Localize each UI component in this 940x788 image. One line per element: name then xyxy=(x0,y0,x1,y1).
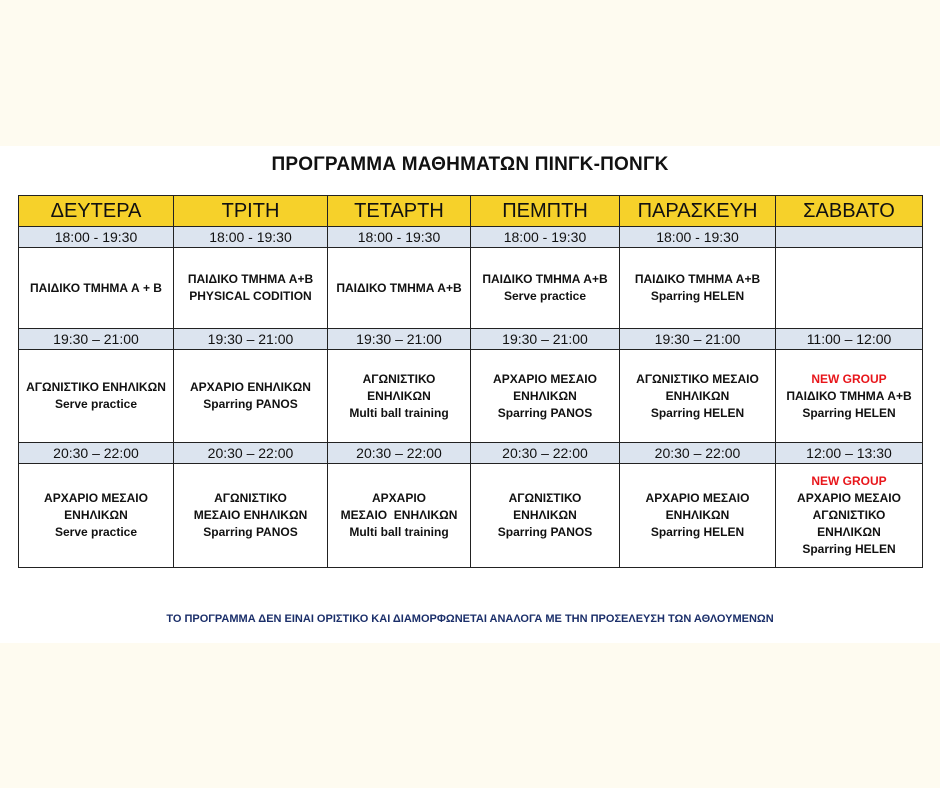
class-line: ΑΓΩΝΙΣΤΙΚΟ ΜΕΣΑΙΟ xyxy=(636,371,759,386)
schedule-table xyxy=(18,195,923,568)
class-line: ΠΑΙΔΙΚΟ ΤΜΗΜΑ Α+Β xyxy=(786,388,912,403)
class-line: ΕΝΗΛΙΚΩΝ xyxy=(513,508,577,522)
time-cell: 11:00 – 12:00 xyxy=(776,329,923,350)
time-cell: 20:30 – 22:00 xyxy=(19,443,174,464)
time-cell: 19:30 – 21:00 xyxy=(471,329,620,350)
class-line: ΠΑΙΔΙΚΟ ΤΜΗΜΑ Α+Β xyxy=(634,272,761,286)
class-line: Serve practice xyxy=(54,525,138,539)
class-row xyxy=(19,248,923,329)
time-cell: 18:00 - 19:30 xyxy=(328,227,471,248)
new-group-label: NEW GROUP xyxy=(811,371,887,386)
class-line: Sparring HELEN xyxy=(802,542,896,556)
class-line: Sparring PANOS xyxy=(203,525,298,539)
page-title: ΠΡΟΓΡΑΜΜΑ ΜΑΘΗΜΑΤΩΝ ΠΙΝΓΚ-ΠΟΝΓΚ xyxy=(271,154,669,175)
class-line: ΠΑΙΔΙΚΟ ΤΜΗΜΑ Α + Β xyxy=(30,280,162,295)
class-line: ΑΓΩΝΙΣΤΙΚΟ ΕΝΗΛΙΚΩΝ xyxy=(26,380,166,394)
class-line: ΕΝΗΛΙΚΩΝ xyxy=(665,508,730,522)
time-row xyxy=(19,227,923,248)
class-line: Sparring HELEN xyxy=(650,405,745,420)
disclaimer-note: ΤΟ ΠΡΟΓΡΑΜΜΑ ΔΕΝ ΕΙΝΑΙ ΟΡΙΣΤΙΚΟ ΚΑΙ ΔΙΑΜΟΡΦΩΝΕΤΑΙ ΑΝΑΛΟΓΑ ΜΕ ΤΗΝ ΠΡΟΣΕΛΕΥΣΗ ΤΩΝ ΑΘΛΟΥΜΕΝΩΝ xyxy=(166,613,774,625)
class-line: ΑΡΧΑΡΙΟ ΜΕΣΑΙΟ xyxy=(797,491,901,505)
class-line: ΕΝΗΛΙΚΩΝ xyxy=(513,388,577,403)
class-row xyxy=(19,464,923,568)
class-cell xyxy=(328,464,471,568)
time-cell: 12:00 – 13:30 xyxy=(776,443,923,464)
class-line: ΑΓΩΝΙΣΤΙΚΟ ΕΝΗΛΙΚΩΝ xyxy=(812,508,886,539)
class-cell xyxy=(471,350,620,443)
class-cell xyxy=(174,350,328,443)
class-cell xyxy=(19,248,174,329)
class-line: Sparring HELEN xyxy=(650,289,745,303)
time-cell: 20:30 – 22:00 xyxy=(328,443,471,464)
class-line: ΜΕΣΑΙΟ ΕΝΗΛΙΚΩΝ xyxy=(340,508,458,522)
class-line: PHYSICAL CODITION xyxy=(189,289,312,303)
class-cell xyxy=(620,350,776,443)
time-cell: 18:00 - 19:30 xyxy=(620,227,776,248)
time-cell: 20:30 – 22:00 xyxy=(471,443,620,464)
day-thursday: ΠΕΜΠΤΗ xyxy=(471,196,620,227)
class-cell xyxy=(620,248,776,329)
time-cell: 19:30 – 21:00 xyxy=(620,329,776,350)
class-line: Sparring PANOS xyxy=(497,405,593,420)
day-friday: ΠΑΡΑΣΚΕΥΗ xyxy=(620,196,776,227)
time-cell: 19:30 – 21:00 xyxy=(328,329,471,350)
class-line: ΠΑΙΔΙΚΟ ΤΜΗΜΑ Α+Β xyxy=(482,272,608,286)
day-header-row xyxy=(19,196,923,227)
class-cell xyxy=(471,464,620,568)
day-wednesday: ΤΕΤΑΡΤΗ xyxy=(328,196,471,227)
class-cell-empty xyxy=(776,248,923,329)
day-monday: ΔΕΥΤΕΡΑ xyxy=(19,196,174,227)
class-line: Sparring PANOS xyxy=(497,525,593,539)
time-cell: 18:00 - 19:30 xyxy=(19,227,174,248)
new-group-label: NEW GROUP xyxy=(811,474,887,488)
class-cell xyxy=(328,248,471,329)
class-line: Sparring PANOS xyxy=(203,397,298,411)
class-line: ΑΓΩΝΙΣΤΙΚΟ xyxy=(508,491,582,505)
time-row xyxy=(19,443,923,464)
class-line: ΠΑΙΔΙΚΟ ΤΜΗΜΑ Α+Β xyxy=(336,280,462,295)
class-line: Sparring HELEN xyxy=(650,525,745,539)
class-line: ΑΡΧΑΡΙΟ ΜΕΣΑΙΟ xyxy=(44,491,148,505)
day-tuesday: ΤΡΙΤΗ xyxy=(174,196,328,227)
class-line: ΜΕΣΑΙΟ ΕΝΗΛΙΚΩΝ xyxy=(193,508,308,522)
class-line: ΕΝΗΛΙΚΩΝ xyxy=(665,388,730,403)
class-cell xyxy=(328,350,471,443)
class-row xyxy=(19,350,923,443)
class-line: Serve practice xyxy=(54,397,138,411)
day-saturday: ΣΑΒΒΑΤΟ xyxy=(776,196,923,227)
class-line: ΑΓΩΝΙΣΤΙΚΟ xyxy=(362,371,436,386)
class-cell xyxy=(19,464,174,568)
class-line: ΕΝΗΛΙΚΩΝ xyxy=(367,388,431,403)
class-cell xyxy=(620,464,776,568)
class-line: ΑΡΧΑΡΙΟ ΕΝΗΛΙΚΩΝ xyxy=(190,380,311,394)
time-cell: 19:30 – 21:00 xyxy=(174,329,328,350)
time-cell: 18:00 - 19:30 xyxy=(174,227,328,248)
class-line: ΑΡΧΑΡΙΟ ΜΕΣΑΙΟ xyxy=(493,371,597,386)
class-line: ΑΡΧΑΡΙΟ ΜΕΣΑΙΟ xyxy=(645,491,750,505)
class-cell xyxy=(174,464,328,568)
class-line: ΑΡΧΑΡΙΟ xyxy=(371,491,426,505)
class-line: ΠΑΙΔΙΚΟ ΤΜΗΜΑ Α+Β xyxy=(187,272,314,286)
class-cell xyxy=(19,350,174,443)
time-row xyxy=(19,329,923,350)
time-cell: 19:30 – 21:00 xyxy=(19,329,174,350)
class-line: Serve practice xyxy=(503,289,587,303)
class-cell xyxy=(174,248,328,329)
class-cell xyxy=(776,464,923,568)
class-line: Multi ball training xyxy=(349,525,449,539)
class-line: Sparring HELEN xyxy=(802,405,896,420)
schedule-sheet xyxy=(0,146,940,643)
class-line: ΑΓΩΝΙΣΤΙΚΟ xyxy=(214,491,287,505)
class-line: Multi ball training xyxy=(349,405,449,420)
time-cell: 20:30 – 22:00 xyxy=(174,443,328,464)
class-cell xyxy=(471,248,620,329)
time-cell: 20:30 – 22:00 xyxy=(620,443,776,464)
class-cell xyxy=(776,350,923,443)
time-cell xyxy=(776,227,923,248)
class-line: ΕΝΗΛΙΚΩΝ xyxy=(64,508,128,522)
time-cell: 18:00 - 19:30 xyxy=(471,227,620,248)
